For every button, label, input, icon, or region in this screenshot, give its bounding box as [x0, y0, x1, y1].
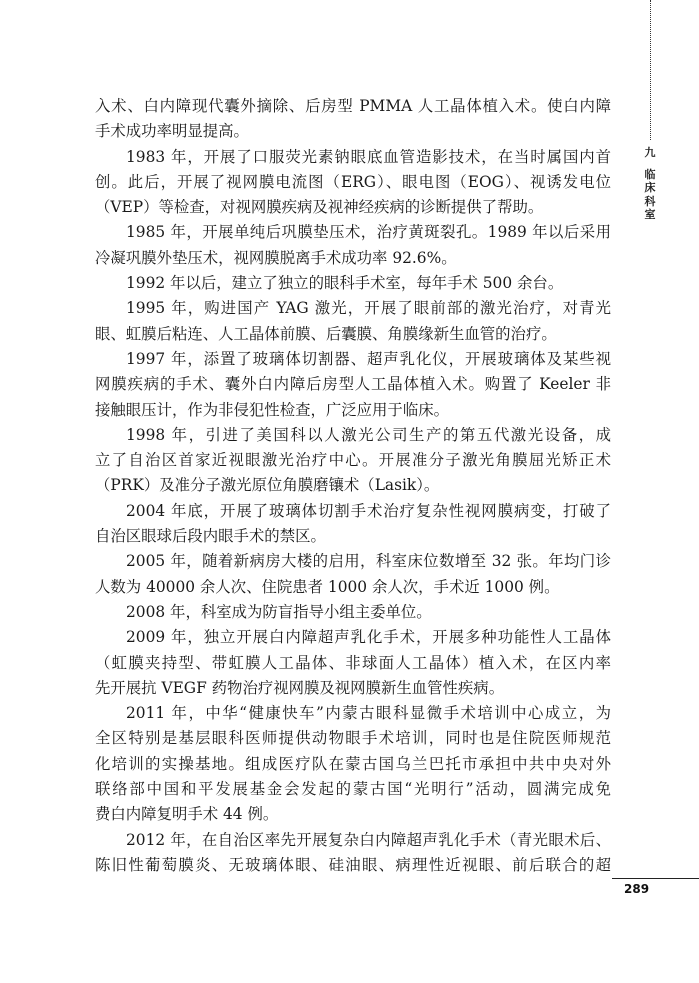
paragraph	[95, 549, 611, 600]
side-tab-char: 科	[644, 194, 656, 208]
text-line: 2005 年，随着新病房大楼的启用，科室床位数增至 32 张。年均门诊	[126, 552, 611, 571]
paragraph	[95, 828, 611, 879]
text-line: 化培训的实操基地。组成医疗队在蒙古国乌兰巴托市承担中共中央对外	[95, 754, 611, 773]
text-line: 联络部中国和平发展基金会发起的蒙古国“光明行”活动，圆满完成免	[95, 780, 611, 799]
side-tab-char: 九	[644, 146, 656, 159]
paragraph	[95, 271, 611, 296]
side-tab-char: 床	[644, 181, 656, 194]
text-line: （虹膜夹持型、带虹膜人工晶体、非球面人工晶体）植入术，在区内率	[95, 653, 611, 672]
text-line: 网膜疾病的手术、囊外白内障后房型人工晶体植入术。购置了 Keeler 非	[95, 375, 611, 394]
text-line: 人数为 40000 余人次、住院患者 1000 余人次，手术近 1000 例。	[95, 577, 560, 596]
paragraph	[95, 296, 611, 347]
text-line: 2004 年底，开展了玻璃体切割手术治疗复杂性视网膜病变，打破了	[126, 501, 611, 520]
text-line: 先开展抗 VEGF 药物治疗视网膜及视网膜新生血管性疾病。	[95, 678, 505, 697]
paragraph	[95, 701, 611, 827]
paragraph	[95, 220, 611, 271]
page-number: 289	[624, 882, 650, 896]
paragraph	[95, 145, 611, 221]
paragraph	[95, 499, 611, 550]
text-line: 入术、白内障现代囊外摘除、后房型 PMMA 人工晶体植入术。使白内障	[95, 97, 611, 115]
paragraph	[95, 423, 611, 499]
text-line: 1992 年以后，建立了独立的眼科手术室，每年手术 500 余台。	[126, 274, 564, 293]
text-line: 2012 年，在自治区率先开展复杂白内障超声乳化手术（青光眼术后、	[126, 830, 611, 849]
text-line: 眼、虹膜后粘连、人工晶体前膜、后囊膜、角膜缘新生血管的治疗。	[95, 324, 557, 343]
text-line: 创。此后，开展了视网膜电流图（ERG）、眼电图（EOG）、视诱发电位	[95, 172, 611, 191]
side-tab-char: 临	[644, 167, 656, 181]
text-line: 接触眼压计，作为非侵犯性检查，广泛应用于临床。	[95, 400, 449, 419]
text-line: 1983 年，开展了口服荧光素钠眼底血管造影技术，在当时属国内首	[126, 147, 611, 166]
side-tab-char: 室	[644, 208, 656, 221]
text-line: 手术成功率明显提高。	[95, 122, 249, 141]
text-line: 立了自治区首家近视眼激光治疗中心。开展准分子激光角膜屈光矫正术	[95, 451, 611, 470]
text-line: 自治区眼球后段内眼手术的禁区。	[95, 527, 326, 546]
paragraph	[95, 94, 611, 145]
paragraph	[95, 600, 611, 625]
text-line: 1985 年，开展单纯后巩膜垫压术，治疗黄斑裂孔。1989 年以后采用	[126, 223, 611, 242]
side-tab-dotted-rule	[650, 0, 651, 140]
text-line: 2008 年，科室成为防盲指导小组主委单位。	[126, 602, 432, 621]
text-line: 陈旧性葡萄膜炎、无玻璃体眼、硅油眼、病理性近视眼、前后联合的超	[95, 855, 611, 874]
text-line: （VEP）等检查，对视网膜疾病及视神经疾病的诊断提供了帮助。	[95, 198, 544, 217]
text-line: 全区特别是基层眼科医师提供动物眼手术培训，同时也是住院医师规范	[95, 729, 611, 748]
text-line: 费白内障复明手术 44 例。	[95, 805, 279, 824]
text-line: 2011 年，中华“健康快车”内蒙古眼科显微手术培训中心成立，为	[126, 704, 611, 723]
text-line: 1997 年，添置了玻璃体切割器、超声乳化仪，开展玻璃体及某些视	[126, 349, 611, 368]
text-line: 1995 年，购进国产 YAG 激光，开展了眼前部的激光治疗，对青光	[126, 299, 611, 318]
body-text	[95, 94, 611, 878]
side-tab-label	[640, 146, 660, 222]
footer-rule	[612, 878, 699, 879]
text-line: 2009 年，独立开展白内障超声乳化手术，开展多种功能性人工晶体	[126, 628, 611, 647]
paragraph	[95, 625, 611, 701]
text-line: 1998 年，引进了美国科以人激光公司生产的第五代激光设备，成	[126, 425, 611, 444]
text-line: 冷凝巩膜外垫压术，视网膜脱离手术成功率 92.6%。	[95, 248, 457, 267]
text-line: （PRK）及准分子激光原位角膜磨镶术（Lasik）。	[95, 476, 440, 495]
paragraph	[95, 347, 611, 423]
